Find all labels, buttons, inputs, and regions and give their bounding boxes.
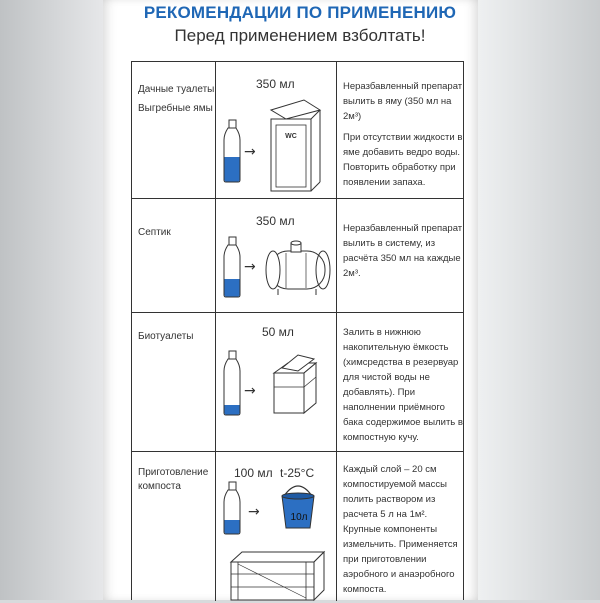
- name-line: Септик: [138, 227, 171, 238]
- name-line: Выгребные ямы: [138, 103, 213, 114]
- row-image-cell: [215, 62, 337, 198]
- row-image-cell: [215, 313, 337, 451]
- dose-amount: 100 мл: [234, 466, 273, 480]
- dose-amount: 350 мл: [256, 77, 295, 91]
- row-name: [138, 466, 218, 494]
- septic-tank-icon: [216, 199, 336, 313]
- wc-icon: [216, 62, 336, 199]
- bottle-icon: [224, 482, 240, 534]
- name-line: компоста: [138, 481, 181, 492]
- biotoilet-icon: [216, 313, 336, 452]
- svg-text:→: →: [244, 144, 256, 160]
- bottle-icon: [224, 351, 240, 415]
- dose-amount: 50 мл: [262, 325, 294, 339]
- row-image-cell: [215, 199, 337, 312]
- usage-table: [131, 61, 464, 600]
- desc-paragraph: Залить в нижнюю накопительную ёмкость (химсредства в резервуар для чистой воды не добавлять). При наполнении приёмного бака содержимое вылить в компостную кучу.: [343, 327, 463, 443]
- wc-sign: WC: [285, 133, 297, 140]
- name-line: Биотуалеты: [138, 331, 194, 342]
- compost-box-icon: [216, 452, 336, 601]
- row-description: [343, 462, 465, 603]
- name-line: Приготовление: [138, 467, 209, 478]
- page-subtitle: Перед применением взболтать!: [174, 26, 426, 45]
- page-title: РЕКОМЕНДАЦИИ ПО ПРИМЕНЕНИЮ: [143, 3, 457, 22]
- temperature-label: t-25°C: [280, 466, 315, 480]
- row-description: [343, 221, 465, 287]
- dose-amount: 350 мл: [256, 214, 295, 228]
- bottle-icon: [224, 237, 240, 297]
- desc-paragraph: Неразбавленный препарат вылить в яму (350 мл на 2м³): [343, 81, 463, 122]
- row-name: [138, 223, 218, 242]
- bottle-side-left: [0, 0, 103, 600]
- svg-text:→: →: [248, 504, 260, 520]
- desc-paragraph: Неразбавленный препарат вылить в систему, из расчёта 350 мл на каждые 2м³.: [343, 223, 463, 279]
- row-image-cell: [215, 452, 337, 601]
- table-row: [132, 199, 463, 313]
- bottle-side-right: [478, 0, 600, 600]
- svg-text:→: →: [244, 383, 256, 399]
- row-description: [343, 325, 465, 451]
- desc-paragraph: Каждый слой – 20 см компостируемой массы полить раствором из расчета 5 л на 1м². Крупные компоненты измельчить. Применяется при приготовлении аэробного и анаэробного компоста.: [343, 464, 458, 595]
- table-row: [132, 313, 463, 452]
- row-description: [343, 79, 465, 196]
- wooden-box-icon: [231, 552, 324, 600]
- name-line: Дачные туалеты: [138, 84, 215, 95]
- row-name: [138, 327, 218, 346]
- row-name: [138, 80, 218, 118]
- table-row: [132, 62, 463, 199]
- bucket-icon: [282, 486, 314, 528]
- svg-text:→: →: [244, 259, 256, 275]
- table-row: [132, 452, 463, 601]
- desc-paragraph: При отсутствии жидкости в яме добавить ведро воды. Повторить обработку при появлении запаха.: [343, 132, 463, 188]
- bucket-volume: 10л: [290, 512, 308, 523]
- bottle-icon: [224, 120, 240, 182]
